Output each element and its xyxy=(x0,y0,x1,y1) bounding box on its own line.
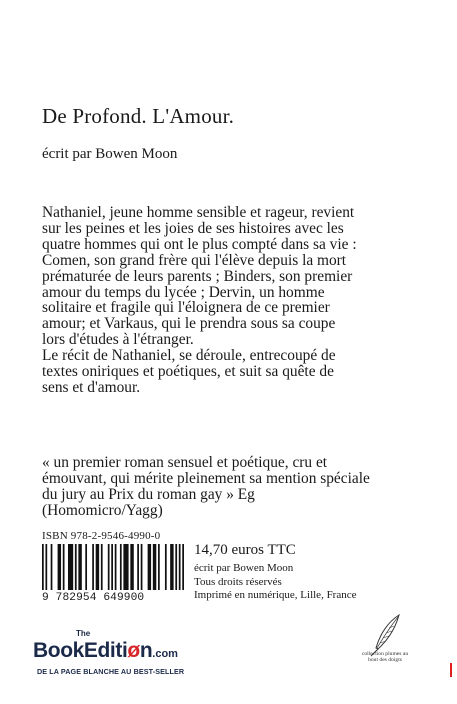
collection-caption: collection plumes au bout des doigts xyxy=(361,651,409,664)
logo-name-part3: .com xyxy=(152,648,178,660)
red-mark xyxy=(450,663,452,677)
meta-printed: Imprimé en numérique, Lille, France xyxy=(194,589,357,601)
blurb xyxy=(42,205,362,396)
isbn-label: ISBN 978-2-9546-4990-0 xyxy=(42,530,161,542)
book-title: De Profond. L'Amour. xyxy=(42,104,235,128)
logo-the: The xyxy=(76,629,91,638)
publisher-logo xyxy=(30,630,260,690)
price: 14,70 euros TTC xyxy=(194,542,296,558)
meta-rights: Tous droits réservés xyxy=(194,575,282,588)
logo-tagline: DE LA PAGE BLANCHE AU BEST-SELLER xyxy=(37,667,185,676)
barcode-digits: 9 782954 649900 xyxy=(42,592,145,604)
logo-name-part1: BookEditi xyxy=(33,639,128,662)
blurb-paragraph-1: Nathaniel, jeune homme sensible et rageur, revient sur les peines et les joies de ses histoires avec les quatre hommes qui ont le plus compté dans sa vie : Comen, son grand frère qui l'élève depuis la mort prématurée de leurs parents ; Binders, son premier amour du temps du lycée ; Dervin, un homme solitaire et fragile qui l'éloignera de ce premier amour; et Varkaus, qui le prendra sous sa coupe lors d'études à l'étranger. xyxy=(42,204,357,349)
logo-wordmark xyxy=(33,640,178,665)
review-quote: « un premier roman sensuel et poétique, cru et émouvant, qui mérite pleinement sa mention spéciale du jury au Prix du roman gay » Eg (Homomicro/Yagg) xyxy=(42,454,370,519)
barcode-icon xyxy=(42,544,184,590)
logo-o-icon: ø xyxy=(127,639,140,662)
logo-name-part2: n xyxy=(139,639,153,662)
blurb-paragraph-2: Le récit de Nathaniel, se déroule, entrecoupé de textes oniriques et poétiques, et suit sa quête de sens et d'amour. xyxy=(42,347,336,396)
imprint-meta xyxy=(194,562,357,603)
meta-author: écrit par Bowen Moon xyxy=(194,562,294,574)
author-line: écrit par Bowen Moon xyxy=(42,146,178,162)
